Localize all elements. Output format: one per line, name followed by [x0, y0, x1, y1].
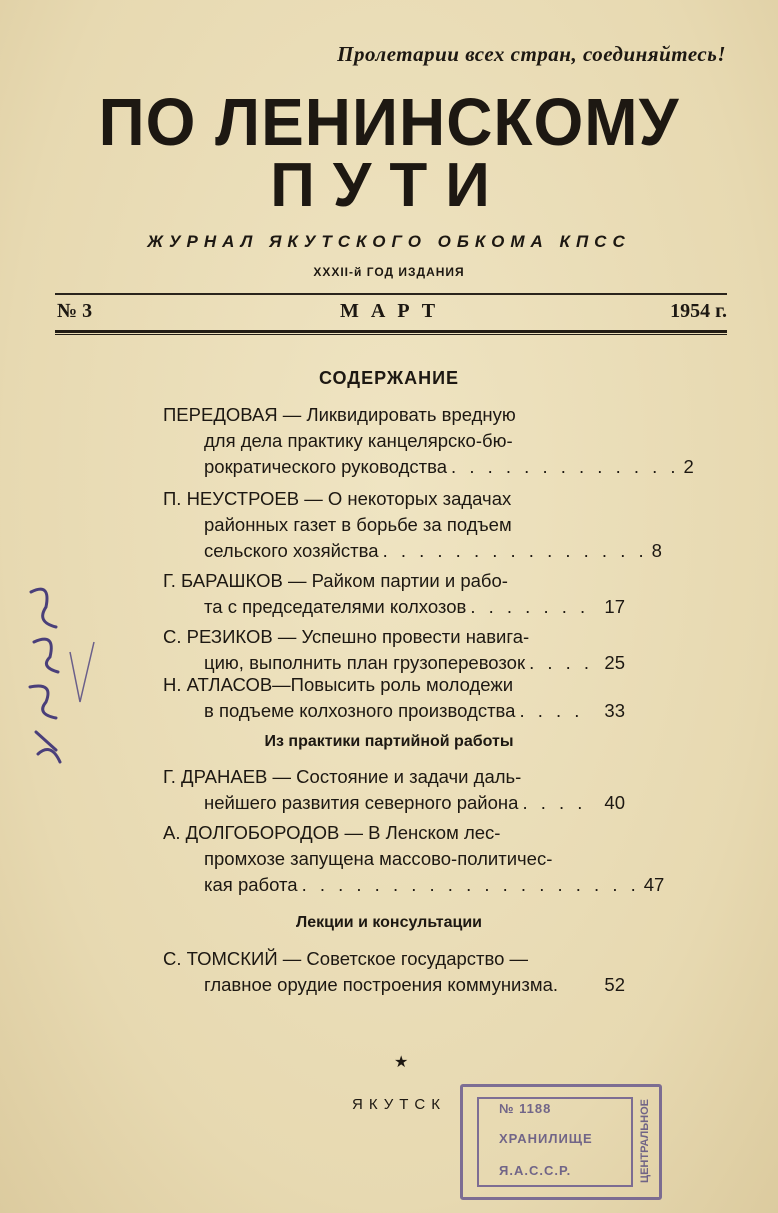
top-rule — [55, 293, 727, 295]
toc-entry — [163, 820, 665, 898]
stamp-number: № 1188 — [499, 1101, 552, 1116]
toc-entry-line: цию, выполнить план грузоперевозок — [204, 652, 526, 673]
toc-entry — [163, 486, 662, 564]
toc-page-number: 17 — [604, 596, 625, 617]
leader-dots — [558, 972, 599, 998]
toc-entry-line: кая работа — [204, 874, 298, 895]
toc-entry-line: Г. БАРАШКОВ — Райком партии и рабо- — [163, 570, 508, 591]
masthead-title-line2: ПУТИ — [270, 151, 508, 220]
toc-entry-line: промхозе запущена массово-политичес- — [204, 848, 553, 869]
year-of-publication: XXXII-й ГОД ИЗДАНИЯ — [313, 265, 465, 279]
toc-page-number: 47 — [643, 874, 665, 895]
issue-year: 1954 г. — [670, 300, 727, 322]
slogan: Пролетарии всех стран, соединяйтесь! — [337, 42, 726, 66]
handwritten-archive-mark — [16, 572, 86, 772]
toc-entry-line: нейшего развития северного района — [204, 792, 519, 813]
masthead-subtitle: ЖУРНАЛ ЯКУТСКОГО ОБКОМА КПСС — [147, 232, 631, 251]
stamp-archive: ХРАНИЛИЩЕ — [499, 1131, 593, 1146]
toc-entry — [163, 568, 625, 620]
toc-entry-line: главное орудие построения коммунизма. — [204, 974, 559, 995]
toc-entry-line: рократического руководства — [204, 456, 448, 477]
leader-dots: . . . . . . . — [470, 596, 590, 617]
toc-page-number: 33 — [604, 700, 625, 721]
toc-entry — [163, 672, 625, 724]
toc-entry-line: С. ТОМСКИЙ — Советское государство — — [163, 948, 529, 969]
toc-entry-line: С. РЕЗИКОВ — Успешно провести навига- — [163, 626, 530, 647]
leader-dots: . . . . — [529, 652, 594, 673]
toc-entry — [163, 764, 625, 816]
toc-page-number: 2 — [683, 456, 694, 477]
issue-number: № 3 — [57, 300, 93, 322]
leader-dots: . . . . . . . . . . . . . . . — [382, 540, 648, 561]
toc-entry-line: та с председателями колхозов — [204, 596, 467, 617]
toc-page-number: 25 — [604, 652, 625, 673]
toc-entry-line: Н. АТЛАСОВ—Повысить роль молодежи — [163, 674, 514, 695]
publication-city: ЯКУТСК — [352, 1096, 447, 1113]
toc-page-number: 8 — [651, 540, 662, 561]
section-heading-party-practice: Из практики партийной работы — [264, 733, 514, 750]
section-heading-lectures: Лекции и консультации — [295, 914, 483, 931]
toc-entry-line: П. НЕУСТРОЕВ — О некоторых задачах — [163, 488, 512, 509]
toc-page-number: 40 — [604, 792, 625, 813]
toc-entry-line: в подъеме колхозного производства — [204, 700, 516, 721]
toc-entry-line: районных газет в борьбе за подъем — [204, 514, 512, 535]
star-ornament: ★ — [394, 1054, 409, 1071]
library-stamp — [460, 1084, 662, 1200]
contents-heading: СОДЕРЖАНИЕ — [318, 368, 460, 388]
toc-page-number: 52 — [604, 974, 625, 995]
leader-dots: . . . . . . . . . . . . . — [451, 456, 680, 477]
leader-dots: . . . . . . . . . . . . . . . . . . . — [301, 874, 640, 895]
toc-entry-line: Г. ДРАНАЕВ — Состояние и задачи даль- — [163, 766, 522, 787]
stamp-republic: Я.А.С.С.Р. — [499, 1163, 572, 1178]
toc-entry — [163, 402, 694, 480]
toc-entry-line: ПЕРЕДОВАЯ — Ликвидировать вредную — [163, 404, 516, 425]
toc-entry — [163, 624, 625, 676]
leader-dots: . . . . — [519, 700, 584, 721]
masthead-title-line1: ПО ЛЕНИНСКОМУ — [98, 84, 680, 160]
toc-entry-line: сельского хозяйства — [204, 540, 379, 561]
toc-entry — [163, 946, 625, 998]
bottom-rule — [55, 330, 727, 335]
issue-month: МАРТ — [340, 300, 448, 322]
toc-entry-line: А. ДОЛГОБОРОДОВ — В Ленском лес- — [163, 822, 501, 843]
toc-entry-line: для дела практику канцелярско-бю- — [204, 430, 513, 451]
stamp-side-text: ЦЕНТРАЛЬНОЕ — [639, 1099, 651, 1183]
leader-dots: . . . . — [522, 792, 587, 813]
